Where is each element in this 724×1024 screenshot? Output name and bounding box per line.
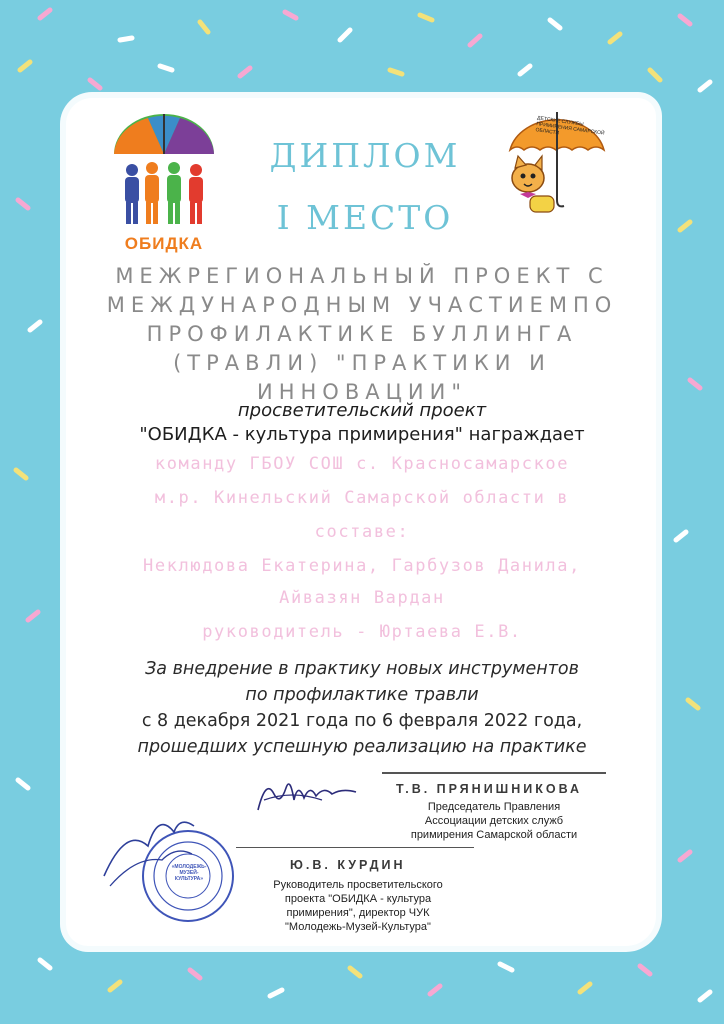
- project-description: [80, 262, 644, 407]
- recipient-line-1: команду ГБОУ СОШ с. Красносамарское: [154, 454, 570, 474]
- stamp-icon: [96, 796, 246, 926]
- signer-2-name: Ю.В. КУРДИН: [290, 858, 406, 872]
- signer-2-role-line-2: проекта "ОБИДКА - культура: [284, 893, 432, 905]
- project-line-3: ПРОФИЛАКТИКЕ БУЛЛИНГА: [146, 322, 578, 346]
- signer-1-role-line-3: примирения Самарской области: [410, 829, 578, 841]
- obidka-logo-caption: ОБИДКА: [124, 234, 204, 253]
- diploma-title: ДИПЛОМ: [269, 136, 461, 175]
- signer-1-name: Т.В. ПРЯНИШНИКОВА: [396, 782, 583, 796]
- project-line-1: МЕЖРЕГИОНАЛЬНЫЙ ПРОЕКТ С: [115, 264, 609, 288]
- recipient-supervisor: руководитель - Юртаева Е.В.: [202, 622, 522, 642]
- award-reason: [76, 656, 648, 760]
- stamp-center-text: «МОЛОДЕЖЬ-МУЗЕЙ-КУЛЬТУРА»: [171, 864, 207, 882]
- recipient-members-2: Айвазян Вардан: [279, 588, 445, 608]
- reason-line-2: по профилактике травли: [245, 685, 479, 705]
- recipient-line-3: составе:: [314, 522, 410, 542]
- umbrella-people-icon: [108, 112, 220, 230]
- signature-line-2: [236, 847, 474, 848]
- signer-2-role: [248, 878, 468, 934]
- reason-line-1: За внедрение в практику новых инструментов: [145, 659, 579, 679]
- project-line-2: МЕЖДУНАРОДНЫМ УЧАСТИЕМПО: [106, 293, 618, 317]
- recipient-members-1: Неклюдова Екатерина, Гарбузов Данила,: [143, 556, 581, 576]
- reason-line-4: прошедших успешную реализацию на практике: [137, 737, 587, 757]
- signer-1-role: [394, 800, 594, 842]
- signer-1-role-line-1: Председатель Правления: [427, 801, 561, 813]
- signer-2-role-line-1: Руководитель просветительского: [273, 879, 443, 891]
- place-title: I МЕСТО: [276, 198, 454, 237]
- official-stamp: [96, 796, 246, 926]
- signer-2-role-line-4: "Молодежь-Музей-Культура": [285, 921, 431, 933]
- recipient-line-2: м.р. Кинельский Самарской области в: [154, 488, 570, 508]
- signature-line-1: [382, 772, 606, 774]
- reconciliation-services-caption: ДЕТСКИЕ СЛУЖБЫ ПРИМИРЕНИЯ САМАРСКОЙ ОБЛАСТИ: [535, 115, 605, 137]
- award-line-2: "ОБИДКА - культура примирения" награждает: [139, 424, 585, 445]
- signer-2-role-line-3: примирения", директор ЧУК: [286, 907, 430, 919]
- project-line-4: (ТРАВЛИ) "ПРАКТИКИ И: [173, 351, 551, 375]
- signer-1-role-line-2: Ассоциации детских служб: [424, 815, 564, 827]
- award-line-1: просветительский проект: [237, 400, 487, 421]
- obidka-logo: [108, 112, 220, 253]
- project-line-5: ИННОВАЦИИ": [257, 380, 467, 404]
- signature-1: [252, 770, 362, 824]
- reason-line-3: с 8 декабря 2021 года по 6 февраля 2022 года,: [141, 711, 583, 731]
